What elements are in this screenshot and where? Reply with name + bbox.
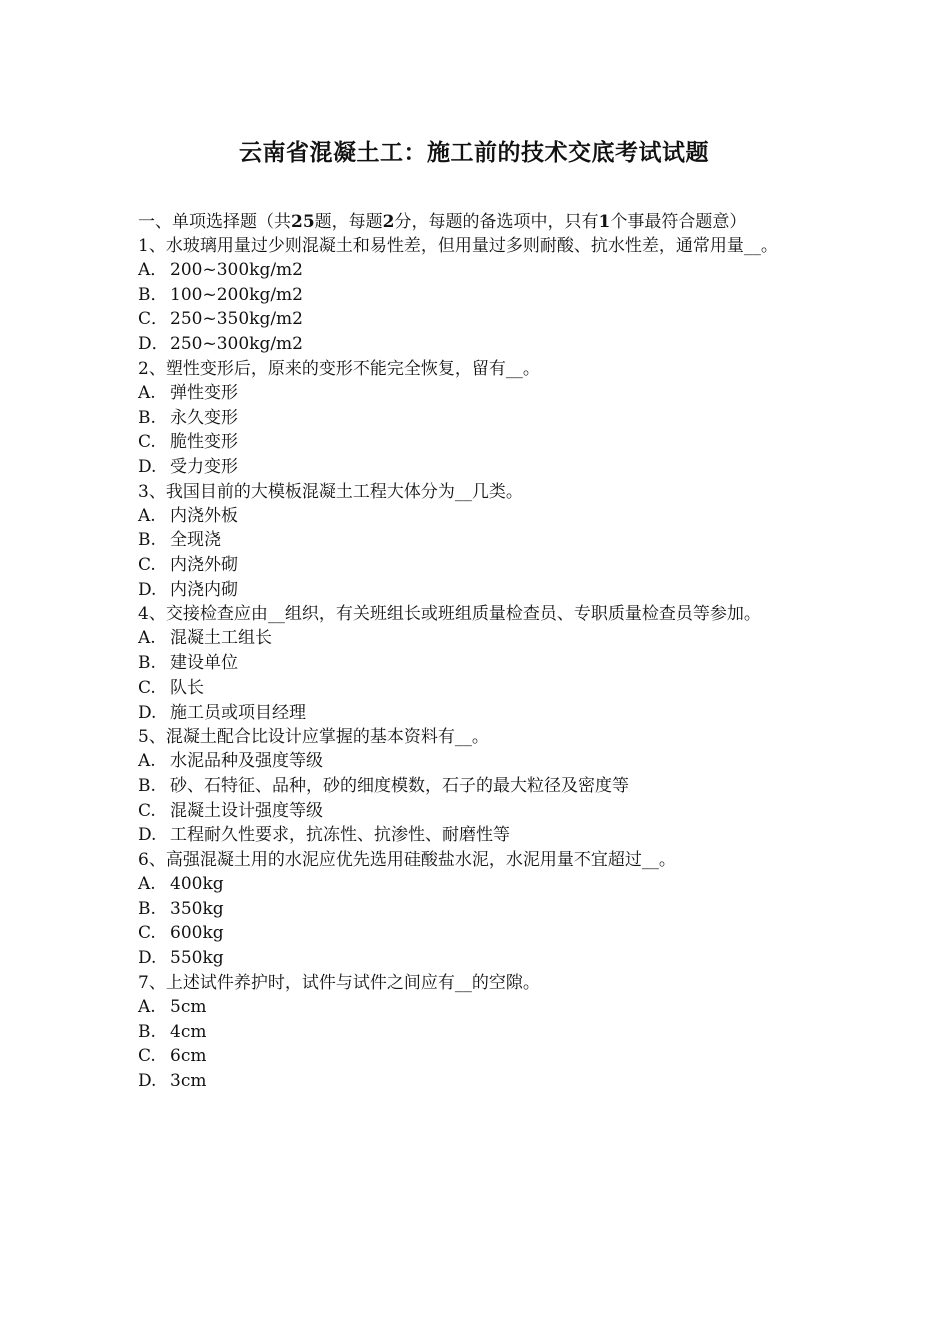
question-text: 1、水玻璃用量过少则混凝土和易性差，但用量过多则耐酸、抗水性差，通常用量__。	[138, 236, 778, 256]
question-text: 4、交接检查应由__组织，有关班组长或班组质量检查员、专职质量检查员等参加。	[138, 604, 761, 625]
section-mid1: 题，每题	[314, 212, 383, 232]
points-per-question: 2	[382, 212, 395, 232]
option-text: 3cm	[170, 1070, 207, 1091]
option-letter: B.	[138, 407, 156, 428]
answer-option	[138, 406, 810, 431]
option-letter: B.	[138, 1021, 156, 1042]
option-letter: C.	[138, 800, 156, 821]
correct-count: 1	[598, 212, 611, 232]
option-text: 600kg	[170, 923, 224, 944]
option-text: 水泥品种及强度等级	[170, 751, 323, 772]
answer-option	[138, 823, 810, 848]
option-letter: A.	[138, 751, 156, 772]
option-text: 5cm	[170, 996, 207, 1017]
question-text: 3、我国目前的大模板混凝土工程大体分为__几类。	[138, 481, 523, 502]
answer-option	[138, 774, 810, 799]
answer-option	[138, 307, 810, 332]
option-text: 工程耐久性要求，抗冻性、抗渗性、耐磨性等	[170, 825, 510, 846]
option-text: 脆性变形	[170, 432, 238, 453]
option-text: 混凝土设计强度等级	[170, 800, 323, 821]
answer-option	[138, 1044, 810, 1069]
option-letter: B.	[138, 653, 156, 674]
option-text: 6cm	[170, 1046, 207, 1067]
answer-option	[138, 701, 810, 726]
answer-option	[138, 749, 810, 774]
option-text: 砂、石特征、品种，砂的细度模数，石子的最大粒径及密度等	[170, 775, 629, 796]
option-letter: A．	[138, 260, 168, 280]
option-text: 队长	[170, 677, 204, 698]
option-letter: D．	[138, 334, 169, 355]
answer-option	[138, 1020, 810, 1045]
answer-option	[138, 995, 810, 1020]
section-header	[138, 210, 810, 234]
option-text: 内浇外板	[170, 505, 238, 526]
option-letter: D.	[138, 456, 157, 477]
answer-option	[138, 504, 810, 529]
option-letter: B.	[138, 530, 156, 551]
option-text: 受力变形	[170, 456, 238, 477]
option-text: 永久变形	[170, 407, 238, 428]
option-text: 250~300kg/m2	[170, 334, 303, 355]
option-text: 内浇内砌	[170, 579, 238, 600]
option-letter: D.	[138, 825, 157, 846]
option-letter: B.	[138, 898, 156, 919]
section-suffix: 个事最符合题意）	[610, 212, 747, 232]
answer-option	[138, 799, 810, 824]
option-letter: B.	[138, 775, 156, 796]
option-text: 全现浇	[170, 530, 221, 551]
option-letter: C.	[138, 555, 156, 576]
option-text: 弹性变形	[170, 382, 238, 403]
option-text: 400kg	[170, 874, 224, 895]
option-letter: D.	[138, 948, 157, 969]
question-list	[138, 234, 810, 1094]
option-text: 550kg	[170, 948, 224, 969]
option-text: 250~350kg/m2	[170, 309, 303, 330]
answer-option	[138, 332, 810, 357]
answer-option	[138, 578, 810, 603]
question-text: 7、上述试件养护时，试件与试件之间应有__的空隙。	[138, 972, 540, 993]
question-count: 25	[291, 212, 315, 232]
answer-option	[138, 430, 810, 455]
answer-option	[138, 455, 810, 480]
answer-option	[138, 872, 810, 897]
answer-option	[138, 651, 810, 676]
question-text: 6、高强混凝土用的水泥应优先选用硅酸盐水泥，水泥用量不宜超过__。	[138, 850, 676, 871]
option-letter: A.	[138, 628, 156, 649]
option-text: 200~300kg/m2	[170, 260, 303, 280]
option-text: 内浇外砌	[170, 555, 238, 576]
option-letter: A.	[138, 874, 156, 895]
option-letter: D.	[138, 579, 157, 600]
answer-option	[138, 258, 810, 283]
option-letter: A.	[138, 382, 156, 403]
option-letter: D.	[138, 702, 157, 723]
option-letter: D.	[138, 1070, 157, 1091]
option-letter: B．	[138, 284, 168, 305]
option-text: 100~200kg/m2	[170, 284, 303, 305]
section-prefix: 一、单项选择题（共	[138, 212, 291, 232]
answer-option	[138, 897, 810, 922]
question-text: 2、塑性变形后，原来的变形不能完全恢复，留有__。	[138, 358, 540, 379]
option-letter: C.	[138, 432, 156, 453]
answer-option	[138, 676, 810, 701]
answer-option	[138, 1069, 810, 1094]
option-letter: C.	[138, 677, 156, 698]
option-letter: C.	[138, 1046, 156, 1067]
question-text: 5、混凝土配合比设计应掌握的基本资料有__。	[138, 727, 489, 748]
section-mid2: 分，每题的备选项中，只有	[394, 212, 599, 232]
answer-option	[138, 921, 810, 946]
answer-option	[138, 946, 810, 971]
answer-option	[138, 381, 810, 406]
option-text: 4cm	[170, 1021, 207, 1042]
option-letter: A.	[138, 505, 156, 526]
option-text: 混凝土工组长	[170, 628, 272, 649]
document-title: 云南省混凝土工：施工前的技术交底考试试题	[239, 139, 709, 166]
option-letter: C.	[138, 923, 156, 944]
answer-option	[138, 626, 810, 651]
answer-option	[138, 283, 810, 308]
option-text: 施工员或项目经理	[170, 702, 306, 723]
answer-option	[138, 528, 810, 553]
option-text: 建设单位	[170, 653, 238, 674]
option-letter: C．	[138, 309, 169, 330]
option-letter: A.	[138, 996, 156, 1017]
answer-option	[138, 553, 810, 578]
option-text: 350kg	[170, 898, 224, 919]
